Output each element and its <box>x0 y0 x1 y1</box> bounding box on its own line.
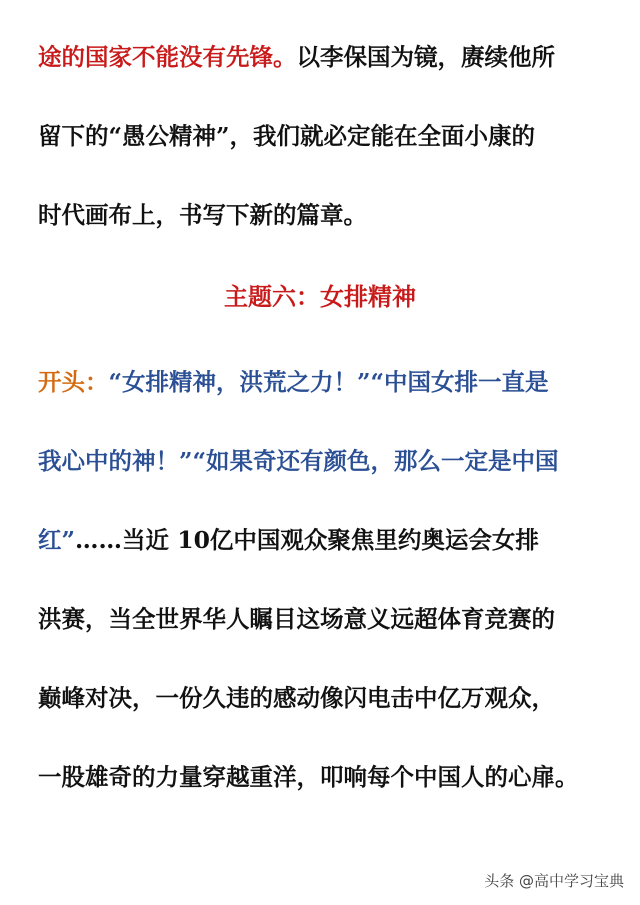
paragraph-2-line-2: 我心中的神！”“如果奇还有颜色，那么一定是中国 <box>38 447 559 475</box>
section-title: 主题六：女排精神 <box>224 282 416 311</box>
paragraph-2-line-3 <box>38 525 608 555</box>
quote-text-end: 红” <box>38 526 76 554</box>
paragraph-2-line-5: 巅峰对决，一份久违的感动像闪电击中亿万观众， <box>38 684 555 712</box>
paragraph-1-line-2: 留下的“愚公精神”，我们就必定能在全面小康的 <box>38 122 536 150</box>
paragraph-2-line-6: 一股雄奇的力量穿越重洋，叩响每个中国人的心扉。 <box>38 763 579 791</box>
paragraph-1-line-3: 时代画布上，书写下新的篇章。 <box>38 201 367 229</box>
quote-text: “女排精神，洪荒之力！”“中国女排一直是 <box>108 368 549 396</box>
highlighted-text: 途的国家不能没有先锋。 <box>38 43 297 71</box>
paragraph-2-line-1 <box>38 367 608 397</box>
paragraph-2-line-4: 洪赛，当全世界华人瞩目这场意义远超体育竞赛的 <box>38 605 555 633</box>
body-text: 以李保国为镜，赓续他所 <box>296 43 555 71</box>
watermark: 头条 @高中学习宝典 <box>484 872 624 890</box>
body-text: ……当近 10亿中国观众聚焦里约奥运会女排 <box>75 526 539 554</box>
intro-label: 开头： <box>38 368 109 396</box>
paragraph-1-line-1 <box>38 42 608 72</box>
